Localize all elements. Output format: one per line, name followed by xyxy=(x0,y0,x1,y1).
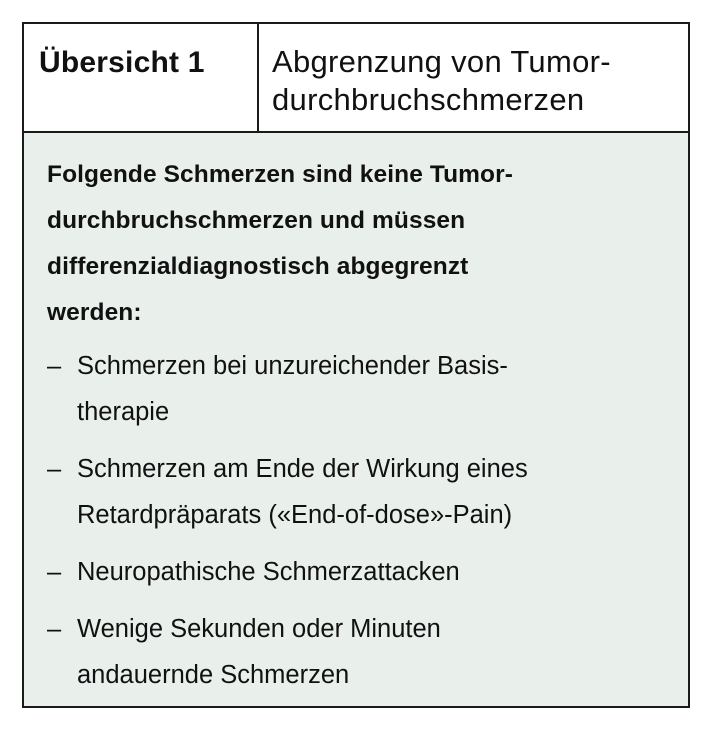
list-item xyxy=(47,343,668,435)
intro-line: durchbruchschmerzen und müssen xyxy=(47,207,466,234)
overview-title xyxy=(259,24,688,131)
list-item-line: Schmerzen am Ende der Wirkung eines xyxy=(77,455,528,483)
list-item xyxy=(47,606,668,698)
intro-line: werden: xyxy=(47,299,142,326)
list-item-line: Schmerzen bei unzureichender Basis- xyxy=(77,352,508,380)
overview-box xyxy=(22,22,690,708)
list-item-line: andauernde Schmerzen xyxy=(77,661,350,689)
overview-header xyxy=(24,24,688,133)
overview-title-line: Abgrenzung von Tumor- xyxy=(272,44,611,79)
list-item-line: Neuropathische Schmerzattacken xyxy=(77,558,460,586)
list-item xyxy=(47,549,668,595)
intro-text xyxy=(47,152,668,336)
list-item-line: therapie xyxy=(77,398,170,426)
dash-bullet: – xyxy=(47,615,62,643)
dash-bullet: – xyxy=(47,352,62,380)
list-item-line: Wenige Sekunden oder Minuten xyxy=(77,615,441,643)
overview-content xyxy=(24,133,688,706)
intro-line: Folgende Schmerzen sind keine Tumor- xyxy=(47,161,514,188)
list-item-line: Retardpräparats («End-of-dose»-Pain) xyxy=(77,501,513,529)
dash-bullet: – xyxy=(47,455,62,483)
overview-number: Übersicht 1 xyxy=(24,24,259,131)
dash-bullet: – xyxy=(47,558,62,586)
intro-line: differenzialdiagnostisch abgegrenzt xyxy=(47,253,469,280)
differential-list xyxy=(47,343,668,698)
overview-title-line: durchbruchschmerzen xyxy=(272,82,585,117)
list-item xyxy=(47,446,668,538)
